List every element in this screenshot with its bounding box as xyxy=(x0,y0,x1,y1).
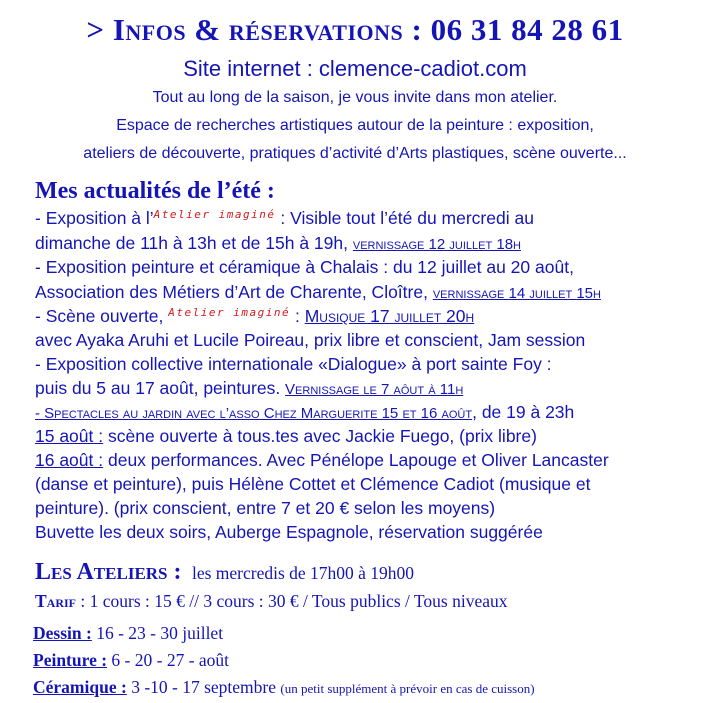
vernissage-link: vernissage 12 juillet 18h xyxy=(352,236,521,253)
tarif-label: Tarif xyxy=(35,591,77,611)
tarif-line xyxy=(35,591,507,612)
news-text: - Scène ouverte, xyxy=(35,306,169,326)
spectacles-link: - Spectacles au jardin avec l’asso Chez Marguerite 15 et 16 août xyxy=(35,405,473,422)
ceramique-dates: 3 -10 - 17 septembre xyxy=(126,677,281,697)
news-line-7: - Exposition collective internationale «Dialogue» à port sainte Foy : xyxy=(35,354,552,374)
peinture-label: Peinture : xyxy=(33,650,108,670)
atelier-imagine-logo: Atelier imaginé xyxy=(153,208,276,221)
peinture-line xyxy=(33,650,229,671)
vernissage-link: vernissage 14 juillet 15h xyxy=(432,285,601,302)
peinture-dates: 6 - 20 - 27 - août xyxy=(107,650,230,670)
news-text: Association des Métiers d’Art de Charente, Cloître, xyxy=(35,282,433,302)
news-line-14: Buvette les deux soirs, Auberge Espagnole, réservation suggérée xyxy=(35,522,543,542)
date-label: 16 août : xyxy=(35,450,104,470)
dessin-label: Dessin : xyxy=(33,623,92,643)
info-reservations-header: > Infos & réservations : 06 31 84 28 61 xyxy=(86,12,624,47)
news-line-1 xyxy=(35,208,534,229)
news-text: dimanche de 11h à 13h et de 15h à 19h, xyxy=(35,233,353,253)
news-line-10 xyxy=(35,426,537,447)
news-line-8 xyxy=(35,378,463,399)
news-text: deux performances. Avec Pénélope Lapouge et Oliver Lancaster xyxy=(103,450,609,470)
tarif-text: : 1 cours : 15 € // 3 cours : 30 € / Tous publics / Tous niveaux xyxy=(76,591,508,611)
ceramique-label: Céramique : xyxy=(33,677,127,697)
news-line-9 xyxy=(35,402,574,423)
intro-line-1: Tout au long de la saison, je vous invite dans mon atelier. xyxy=(152,89,558,106)
ceramique-line xyxy=(33,677,535,698)
date-label: 15 août : xyxy=(35,426,104,446)
musique-link: Musique 17 juillet 20h xyxy=(304,306,475,326)
news-line-3: - Exposition peinture et céramique à Chalais : du 12 juillet au 20 août, xyxy=(35,257,574,277)
news-text: , de 19 à 23h xyxy=(472,402,575,422)
vernissage-link: Vernissage le 7 aôut à 11h xyxy=(285,381,464,398)
ateliers-title: Les Ateliers : xyxy=(35,559,182,585)
news-title: Mes actualités de l’été : xyxy=(35,178,275,204)
intro-line-2: Espace de recherches artistiques autour de la peinture : exposition, xyxy=(116,117,594,134)
ateliers-heading xyxy=(35,559,414,586)
ceramique-note: (un petit supplément à prévoir en cas de cuisson) xyxy=(280,681,535,696)
website-line: Site internet : clemence-cadiot.com xyxy=(183,56,527,81)
news-line-11 xyxy=(35,450,609,471)
news-line-4 xyxy=(35,282,601,303)
dessin-line xyxy=(33,623,223,644)
news-line-13: peinture). (prix conscient, entre 7 et 20 € selon les moyens) xyxy=(35,498,496,518)
news-text: puis du 5 au 17 août, peintures. xyxy=(35,378,286,398)
intro-line-3: ateliers de découverte, pratiques d’activité d’Arts plastiques, scène ouverte... xyxy=(83,145,627,162)
news-text: : xyxy=(290,306,305,326)
ateliers-schedule: les mercredis de 17h00 à 19h00 xyxy=(191,563,415,583)
news-text: scène ouverte à tous.tes avec Jackie Fuego, (prix libre) xyxy=(103,426,537,446)
dessin-dates: 16 - 23 - 30 juillet xyxy=(91,623,224,643)
news-line-12: (danse et peinture), puis Hélène Cottet et Clémence Cadiot (musique et xyxy=(35,474,591,494)
news-text: : Visible tout l’été du mercredi au xyxy=(275,208,534,228)
news-line-6: avec Ayaka Aruhi et Lucile Poireau, prix libre et conscient, Jam session xyxy=(35,330,586,350)
atelier-imagine-logo: Atelier imaginé xyxy=(168,306,291,319)
news-text: - Exposition à l’ xyxy=(35,208,154,228)
news-line-2 xyxy=(35,233,521,254)
news-line-5 xyxy=(35,306,474,327)
